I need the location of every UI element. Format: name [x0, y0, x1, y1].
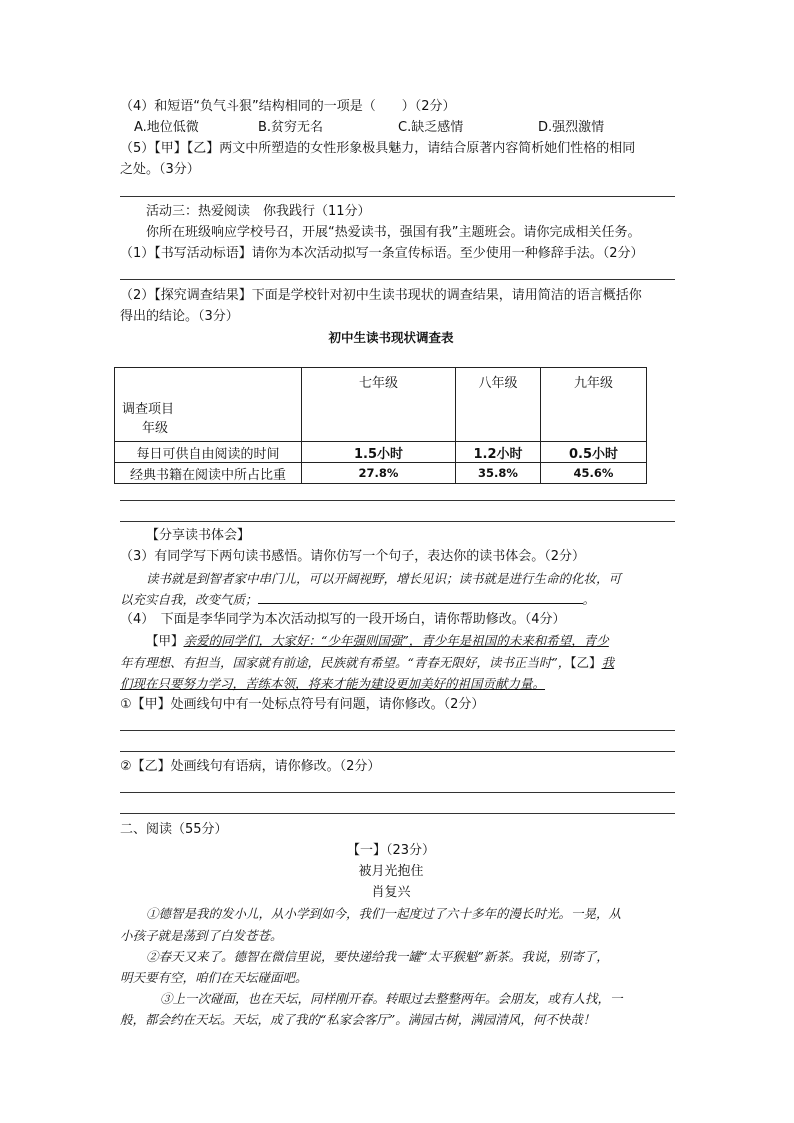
- share-quote-line2: 以充实自我，改变气质；: [120, 592, 258, 607]
- corner-item-label: 调查项目: [122, 402, 175, 417]
- para3-line2: 般，都会约在天坛。天坛，成了我的“私家会客厅”。满园古树，满园清风，何不快哉！: [120, 1012, 596, 1027]
- reading-section: 二、阅读（55分）: [120, 822, 228, 837]
- fill-blank[interactable]: [258, 589, 583, 604]
- row-label: 每日可供自由阅读的时间: [115, 442, 302, 463]
- yi-head: 我: [601, 655, 615, 670]
- reading-title: 被月光抱住: [358, 864, 424, 879]
- q4-options: [120, 117, 676, 139]
- share-quote-line1: 读书就是到智者家中串门儿，可以开阔视野，增长见识；读书就是进行生命的化妆，可: [146, 571, 622, 586]
- task4-line2-text: 年有理想、有担当，国家就有前途，民族就有希望。“青春无限好，读书正当时”，: [120, 655, 571, 670]
- task4-line1: [146, 630, 702, 652]
- jia-mark: 【甲】: [146, 633, 184, 648]
- table-cell: 1.5小时: [302, 442, 456, 463]
- grade-header: 七年级: [302, 368, 456, 442]
- q4-option-d: D.强烈激情: [538, 120, 605, 135]
- yi-mark: 【乙】: [570, 655, 602, 670]
- table-cell: 0.5小时: [541, 442, 647, 463]
- q4-option-a: A.地位低微: [134, 120, 199, 135]
- activity3-task2-line2: 得出的结论。（3分）: [120, 309, 239, 324]
- task4-line3: 们现在只要努力学习，苦练本领，将来才能为建设更加美好的祖国贡献力量。: [120, 676, 546, 691]
- corner-grade-label: 年级: [142, 421, 169, 436]
- task4-sub2: ②【乙】处画线句有语病，请你修改。（2分）: [120, 759, 381, 774]
- table-cell: 35.8%: [456, 463, 541, 484]
- q5-line1: （5）【甲】【乙】两文中所塑造的女性形象极具魅力，请结合原著内容简析她们性格的相同: [120, 141, 636, 156]
- answer-line[interactable]: [120, 813, 675, 814]
- table-row: [115, 368, 647, 442]
- para1-line1: ①德智是我的发小儿，从小学到如今，我们一起度过了六十多年的漫长时光。一晃，从: [146, 906, 622, 921]
- table-row: [115, 442, 647, 463]
- answer-line[interactable]: [120, 792, 675, 793]
- answer-line[interactable]: [120, 521, 675, 522]
- q4-option-b: B.贫穷无名: [258, 120, 324, 135]
- table-cell: 27.8%: [302, 463, 456, 484]
- jia-underlined-text: 亲爱的同学们，大家好：“少年强则国强”，青少年是祖国的未来和希望，青少: [183, 633, 609, 648]
- share-quote-end: 。: [582, 592, 596, 607]
- table-row: [115, 463, 647, 484]
- activity3-intro: 你所在班级响应学校号召，开展“热爱读书，强国有我”主题班会。请你完成相关任务。: [146, 225, 641, 240]
- task4-stem: （4） 下面是李华同学为本次活动拟写的一段开场白，请你帮助修改。（4分）: [120, 612, 566, 627]
- reading-part: 【一】（23分）: [346, 843, 436, 858]
- answer-line[interactable]: [120, 279, 675, 280]
- para2-line2: 明天要有空，咱们在天坛碰面吧。: [120, 970, 308, 985]
- para1-line2: 小孩子就是荡到了白发苍苍。: [120, 928, 283, 943]
- q4-option-c: C.缺乏感情: [398, 120, 464, 135]
- activity3-title: 活动三：热爱阅读 你我践行（11分）: [146, 204, 371, 219]
- answer-line[interactable]: [120, 196, 675, 197]
- table-corner-cell: [115, 368, 302, 442]
- answer-line[interactable]: [120, 500, 675, 501]
- row-label: 经典书籍在阅读中所占比重: [115, 463, 302, 484]
- survey-title: 初中生读书现状调查表: [328, 330, 454, 345]
- para3-line1: ③上一次碰面，也在天坛，同样刚开春。转眼过去整整两年。会朋友，或有人找，一: [160, 991, 623, 1006]
- answer-line[interactable]: [120, 730, 675, 731]
- share-task3: （3）有同学写下两句读书感悟。请你仿写一个句子，表达你的读书体会。（2分）: [120, 549, 586, 564]
- task4-sub1: ①【甲】处画线句中有一处标点符号有问题，请你修改。（2分）: [120, 697, 485, 712]
- activity3-task1: （1）【书写活动标语】请你为本次活动拟写一条宣传标语。至少使用一种修辞手法。（2分）: [120, 246, 644, 261]
- answer-line[interactable]: [120, 751, 675, 752]
- reading-author: 肖复兴: [371, 885, 411, 900]
- table-cell: 45.6%: [541, 463, 647, 484]
- task4-line2: [120, 652, 676, 674]
- para2-line1: ②春天又来了。德智在微信里说，要快递给我一罐“太平猴魁”新茶。我说，别寄了，: [146, 949, 609, 964]
- table-cell: 1.2小时: [456, 442, 541, 463]
- share-heading: 【分享读书体会】: [146, 528, 251, 543]
- q5-line2: 之处。（3分）: [120, 162, 200, 177]
- grade-header: 八年级: [456, 368, 541, 442]
- activity3-task2-line1: （2）【探究调查结果】下面是学校针对初中生读书现状的调查结果，请用简洁的语言概括你: [120, 288, 642, 303]
- share-quote-line2-wrap: [120, 589, 676, 611]
- survey-table: [114, 367, 647, 484]
- q4-stem: （4）和短语“负气斗狠”结构相同的一项是（ ）（2分）: [120, 99, 456, 114]
- grade-header: 九年级: [541, 368, 647, 442]
